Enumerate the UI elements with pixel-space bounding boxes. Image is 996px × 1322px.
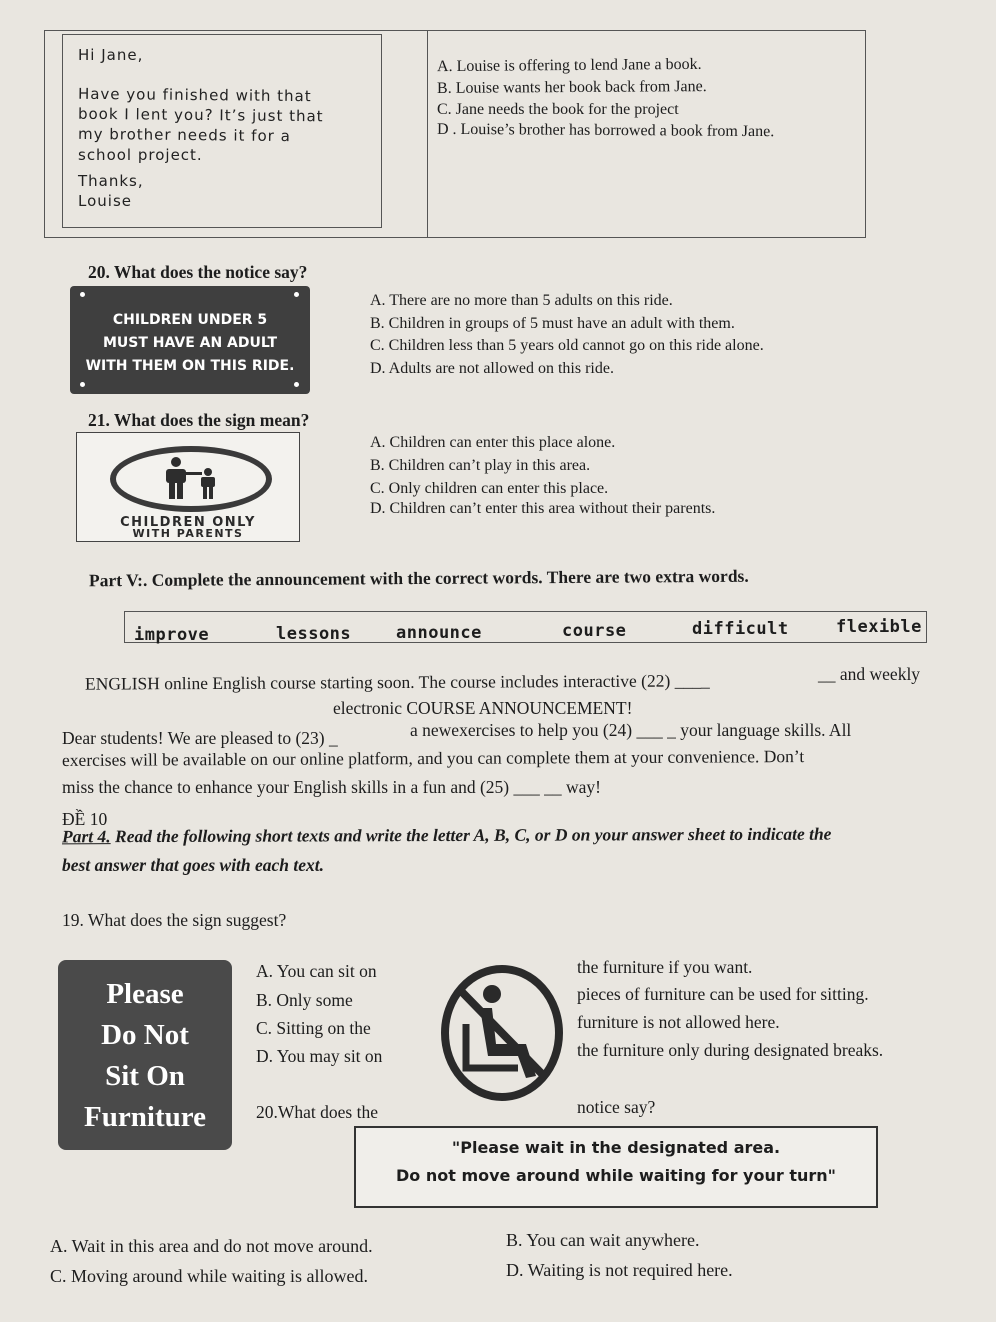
q20b-option-a: A. Wait in this area and do not move around. xyxy=(50,1236,373,1256)
q20a-option-b: B. Children in groups of 5 must have an adult with them. xyxy=(370,315,735,332)
q19-question: 19. What does the sign suggest? xyxy=(62,910,287,930)
q19-option-a: A. You can sit on xyxy=(256,961,377,981)
q20b-question-cont: notice say? xyxy=(577,1097,656,1117)
ride-sign-line: CHILDREN UNDER 5 xyxy=(112,312,268,328)
q20b-option-c: C. Moving around while waiting is allowed. xyxy=(50,1266,368,1286)
table-divider xyxy=(427,30,428,238)
q20b-option-b: B. You can wait anywhere. xyxy=(506,1230,700,1250)
furniture-sign-word: Furniture xyxy=(84,1101,206,1133)
note-line: book I lent you? It’s just that xyxy=(77,104,324,126)
q20a-option-d: D. Adults are not allowed on this ride. xyxy=(370,360,614,377)
announcement-line4: exercises will be available on our online platform, and you can complete them at your convenience. Don’t xyxy=(61,746,805,770)
part5-instruction: Part V:. Complete the announcement with the correct words. There are two extra words. xyxy=(88,565,749,591)
notice-line1: "Please wait in the designated area. xyxy=(451,1138,781,1157)
furniture-sign-word: Do Not xyxy=(101,1019,189,1051)
q21-option-c: C. Only children can enter this place. xyxy=(370,480,609,497)
note-line: Have you finished with that xyxy=(77,84,312,106)
no-sitting-icon xyxy=(440,964,564,1102)
word-lessons: lessons xyxy=(276,624,352,644)
furniture-sign-word: Please xyxy=(106,978,184,1010)
note-option-a: A. Louise is offering to lend Jane a book. xyxy=(436,55,702,76)
part4-instruction-line1 xyxy=(62,824,832,848)
part4-instruction-line2: best answer that goes with each text. xyxy=(62,855,325,875)
furniture-sign-word: Sit On xyxy=(105,1060,185,1092)
word-difficult: difficult xyxy=(692,619,789,639)
q20a-option-c: C. Children less than 5 years old cannot go on this ride alone. xyxy=(370,337,764,354)
note-option-c: C. Jane needs the book for the project xyxy=(437,101,679,118)
note-greeting: Hi Jane, xyxy=(78,46,144,64)
q19-option-d-cont: the furniture only during designated breaks. xyxy=(577,1040,884,1060)
word-announce: announce xyxy=(396,623,482,643)
q19-option-d: D. You may sit on xyxy=(256,1046,383,1066)
announcement-line1: ENGLISH online English course starting soon. The course includes interactive (22) ____ xyxy=(84,670,710,694)
word-course: course xyxy=(562,621,627,641)
announcement-line2: electronic COURSE ANNOUNCEMENT! xyxy=(333,698,633,718)
children-sign-line1: CHILDREN ONLY xyxy=(120,515,256,530)
note-option-b: B. Louise wants her book back from Jane. xyxy=(436,78,707,97)
note-line: school project. xyxy=(78,146,203,164)
announcement-line1-end: __ and weekly xyxy=(818,664,921,684)
q19-option-b-cont: pieces of furniture can be used for sitting. xyxy=(577,984,869,1004)
q21-option-b: B. Children can’t play in this area. xyxy=(370,457,591,474)
word-box xyxy=(124,611,927,643)
q19-option-a-cont: the furniture if you want. xyxy=(577,957,753,977)
q21-question: 21. What does the sign mean? xyxy=(88,410,310,430)
q19-option-c-cont: furniture is not allowed here. xyxy=(577,1012,780,1032)
ride-sign-line: WITH THEM ON THIS RIDE. xyxy=(85,358,295,374)
note-option-d: D . Louise’s brother has borrowed a book from Jane. xyxy=(436,120,775,141)
announcement-line5: miss the chance to enhance your English skills in a fun and (25) ___ __ way! xyxy=(62,777,601,797)
section-heading-de10: ĐỀ 10 xyxy=(62,809,108,829)
announcement-line3: Dear students! We are pleased to (23) _ xyxy=(62,728,338,748)
children-sign-line2: WITH PARENTS xyxy=(132,527,244,540)
note-signature: Louise xyxy=(78,192,132,210)
part4-instruction-text: Read the following short texts and write the letter A, B, C, or D on your answer sheet to indicate the xyxy=(110,823,832,847)
q19-option-b: B. Only some xyxy=(256,990,353,1010)
word-improve: improve xyxy=(134,625,210,645)
announcement-line3-end: a newexercises to help you (24) ___ _ your language skills. All xyxy=(410,720,852,740)
q21-option-a: A. Children can enter this place alone. xyxy=(370,434,616,451)
note-line: my brother needs it for a xyxy=(77,124,291,146)
q20a-question: 20. What does the notice say? xyxy=(88,262,308,282)
q19-option-c: C. Sitting on the xyxy=(256,1018,371,1038)
part4-label: Part 4. xyxy=(61,826,111,847)
ride-notice-sign xyxy=(70,286,310,394)
ride-sign-line: MUST HAVE AN ADULT xyxy=(102,335,278,351)
notice-line2: Do not move around while waiting for your turn" xyxy=(396,1166,836,1185)
q20a-option-a: A. There are no more than 5 adults on this ride. xyxy=(370,292,673,309)
note-thanks: Thanks, xyxy=(78,172,144,190)
q20b-question: 20.What does the xyxy=(256,1102,378,1122)
q20b-option-d: D. Waiting is not required here. xyxy=(506,1260,733,1280)
q21-option-d: D. Children can’t enter this area without their parents. xyxy=(370,500,716,517)
parent-child-icon xyxy=(150,456,234,500)
word-flexible: flexible xyxy=(836,617,922,637)
